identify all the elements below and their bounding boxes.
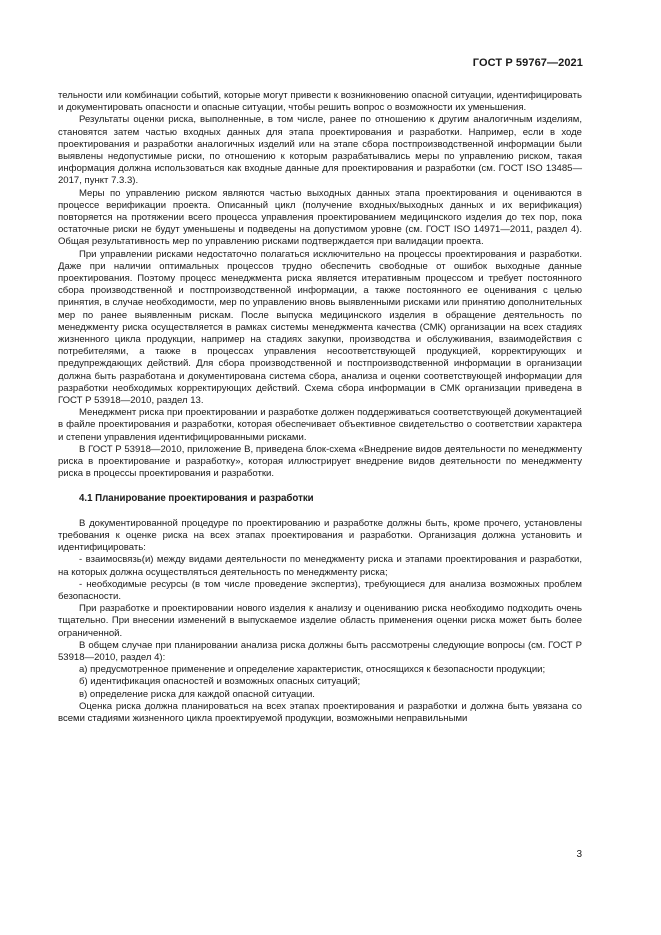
list-item: а) предусмотренное применение и определение характеристик, относящихся к безопасности продукции; [79, 664, 546, 676]
list-item: б) идентификация опасностей и возможных опасных ситуаций; [79, 676, 361, 688]
list-item: - необходимые ресурсы (в том числе проведение экспертиз), требующиеся для анализа возможных проблем безопасности. [58, 578, 582, 602]
page-number: 3 [576, 849, 582, 860]
paragraph: При управлении рисками недостаточно полагаться исключительно на процессы проектирования и разработки. Даже при наличии оптимальных процессов трудно обеспечить свободные от ошибок выходные данные проектирования. Поэтому процесс менеджмента риска является итеративным процессом и требует постоянного сбора производственной и постпроизводственной информации, а также постоянного ее оценивания с целью принятия, в случае необходимости, мер по управлению вновь выявленными рисками или принятию дополнительных мер по ранее выявленным рискам. После выпуска медицинского изделия в обращение деятельность по менеджменту риска осуществляется в рамках системы менеджмента качества (СМК) организации на всех стадиях жизненного цикла продукции, например на стадиях закупки, производства и обслуживания, взаимодействия с потребителями, а также в процессах управления несоответствующей продукцией, корректирующих и предупреждающих действий. Для сбора производственной и постпроизводственной информации в организации должна быть разработана и документирована система сбора, анализа и оценки соответствующей информации для разработки необходимых корректирующих действий. Схема сбора информации в СМК организации приведена в ГОСТ Р 53918—2010, раздел 13. [58, 248, 582, 407]
paragraph: Результаты оценки риска, выполненные, в том числе, ранее по отношению к другим аналогичным изделиям, становятся затем частью входных данных для этапа проектирования и разработки. Например, если в ходе проектирования и разработки аналогичных изделий или на этапе сбора постпроизводственной информации были выявлены недопустимые риски, по отношению к которым разрабатывались меры по управлению риском, такая информация должна использоваться как входные данные для проектирования и разработки (см. ГОСТ ISO 13485—2017, пункт 7.3.3). [58, 114, 582, 187]
document-header: ГОСТ Р 59767—2021 [472, 57, 583, 69]
paragraph: В общем случае при планировании анализа риска должны быть рассмотрены следующие вопросы (см. ГОСТ Р 53918—2010, раздел 4): [58, 639, 582, 663]
paragraph: Оценка риска должна планироваться на всех этапах проектирования и разработки и должна быть увязана со всеми стадиями жизненного цикла проектируемой продукции, возможными неправильными [58, 700, 582, 724]
paragraph: Менеджмент риска при проектировании и разработке должен поддерживаться соответствующей документацией в файле проектирования и разработки, которая обеспечивает объективное свидетельство о соответствии характера и степени управления идентифицированными рисками. [58, 407, 582, 443]
paragraph: Меры по управлению риском являются частью выходных данных этапа проектирования и оцениваются в процессе верификации проекта. Описанный цикл (получение входных/выходных данных и их верификация) повторяется на протяжении всего процесса управления проектированием медицинского изделия до тех пор, пока остаточные риски не будут уменьшены и подведены на допустимом уровне (см. ГОСТ ISO 14971—2011, раздел 4). Общая результативность мер по управлению рисками подтверждается при валидации проекта. [58, 187, 582, 248]
paragraph: тельности или комбинации событий, которые могут привести к возникновению опасной ситуации, идентифицировать и документировать опасности и опасные ситуации, чтобы решить вопрос о возможности их уменьшения. [58, 90, 582, 114]
paragraph: В ГОСТ Р 53918—2010, приложение В, приведена блок-схема «Внедрение видов деятельности по менеджменту риска в проектирование и разработку», которая иллюстрирует внедрение видов деятельности по менеджменту риска в процессы проектирования и разработки. [58, 443, 582, 480]
paragraph: При разработке и проектировании нового изделия к анализу и оцениванию риска необходимо подходить очень тщательно. При внесении изменений в выпускаемое изделие область применения оценки риска может быть более ограниченной. [58, 603, 582, 639]
list-item: в) определение риска для каждой опасной ситуации. [79, 688, 315, 700]
section-heading: 4.1 Планирование проектирования и разработки [79, 492, 314, 504]
list-item: - взаимосвязь(и) между видами деятельности по менеджменту риска и этапами проектирования и разработки, на которых должна осуществляться деятельность по менеджменту риска; [58, 554, 582, 578]
document-body [58, 90, 582, 725]
paragraph: В документированной процедуре по проектированию и разработке должны быть, кроме прочего, установлены требования к оценке риска на всех этапах проектирования и разработки. Организация должна установить и идентифицировать: [58, 517, 582, 554]
